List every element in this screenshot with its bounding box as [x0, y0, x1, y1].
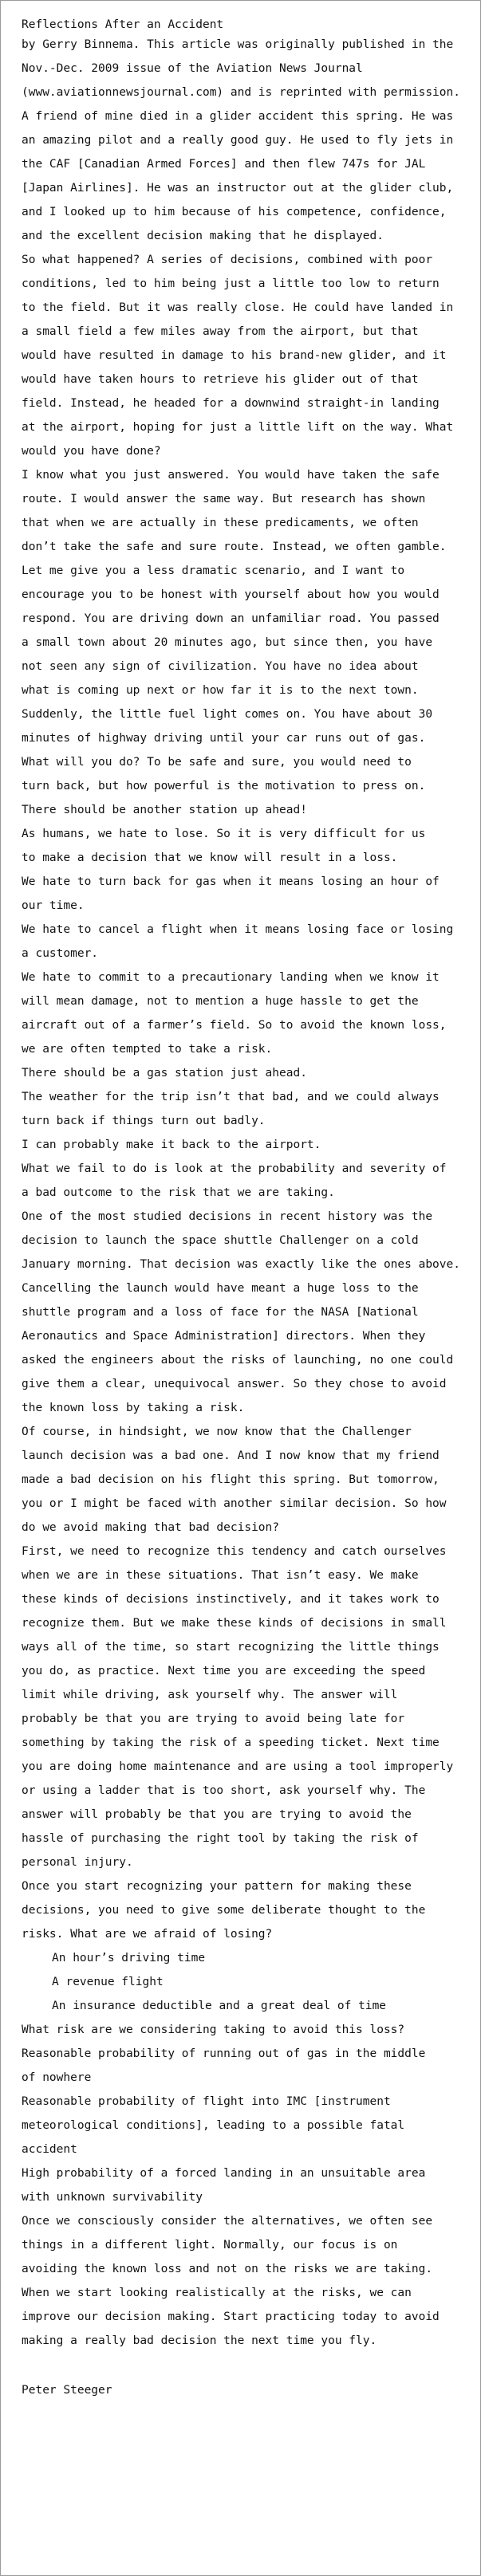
- text-line: you are doing home maintenance and are using a tool improperly: [22, 1760, 454, 1773]
- text-line: An insurance deductible and a great deal of time: [52, 2000, 387, 2012]
- text-line: minutes of highway driving until your car runs out of gas.: [22, 732, 426, 745]
- text-line: probably be that you are trying to avoid being late for: [22, 1713, 405, 1725]
- text-line: Let me give you a less dramatic scenario, and I want to: [22, 564, 405, 577]
- text-line: that when we are actually in these predicaments, we often: [22, 517, 419, 529]
- text-line: We hate to commit to a precautionary landing when we know it: [22, 971, 440, 984]
- text-line: an amazing pilot and a really good guy. He used to fly jets in: [22, 134, 454, 147]
- text-line: of nowhere: [22, 2071, 92, 2084]
- text-line: turn back if things turn out badly.: [22, 1115, 266, 1127]
- text-line: give them a clear, unequivocal answer. So they chose to avoid: [22, 1378, 447, 1390]
- text-line: A friend of mine died in a glider accident this spring. He was: [22, 110, 454, 123]
- text-line: aircraft out of a farmer’s field. So to avoid the known loss,: [22, 1019, 447, 1032]
- text-line: the CAF [Canadian Armed Forces] and then flew 747s for JAL: [22, 158, 426, 171]
- text-line: There should be a gas station just ahead.: [22, 1067, 307, 1080]
- text-line: making a really bad decision the next time you fly.: [22, 2334, 377, 2347]
- text-line: something by taking the risk of a speeding ticket. Next time: [22, 1736, 440, 1749]
- text-line: asked the engineers about the risks of launching, no one could: [22, 1354, 454, 1367]
- text-line: What we fail to do is look at the probability and severity of: [22, 1162, 447, 1175]
- text-line: What will you do? To be safe and sure, you would need to: [22, 756, 412, 769]
- text-line: We hate to turn back for gas when it means losing an hour of: [22, 875, 440, 888]
- text-line: I know what you just answered. You would have taken the safe: [22, 469, 440, 482]
- text-line: limit while driving, ask yourself why. The answer will: [22, 1689, 398, 1701]
- text-line: Once we consciously consider the alternatives, we often see: [22, 2215, 433, 2228]
- text-line: I can probably make it back to the airport.: [22, 1139, 321, 1151]
- text-line: recognize them. But we make these kinds of decisions in small: [22, 1617, 447, 1630]
- text-line: the known loss by taking a risk.: [22, 1402, 245, 1414]
- text-line: respond. You are driving down an unfamiliar road. You passed: [22, 612, 440, 625]
- text-line: and I looked up to him because of his competence, confidence,: [22, 206, 447, 218]
- document-title: Reflections After an Accident: [22, 18, 224, 31]
- text-line: Aeronautics and Space Administration] directors. When they: [22, 1330, 426, 1343]
- text-line: would have resulted in damage to his brand-new glider, and it: [22, 349, 447, 362]
- text-line: a small field a few miles away from the airport, but that: [22, 325, 419, 338]
- text-line: Reasonable probability of running out of gas in the middle: [22, 2047, 426, 2060]
- text-line: risks. What are we afraid of losing?: [22, 1928, 273, 1941]
- text-line: you or I might be faced with another similar decision. So how: [22, 1497, 447, 1510]
- text-line: made a bad decision on his flight this spring. But tomorrow,: [22, 1473, 440, 1486]
- text-line: meteorological conditions], leading to a possible fatal: [22, 2119, 405, 2132]
- text-line: The weather for the trip isn’t that bad, and we could always: [22, 1091, 440, 1103]
- text-line: don’t take the safe and sure route. Instead, we often gamble.: [22, 541, 447, 553]
- text-line: (www.aviationnewsjournal.com) and is reprinted with permission.: [22, 86, 460, 99]
- text-line: As humans, we hate to lose. So it is very difficult for us: [22, 828, 426, 840]
- text-line: shuttle program and a loss of face for the NASA [National: [22, 1306, 419, 1319]
- text-line: not seen any sign of civilization. You have no idea about: [22, 660, 419, 673]
- text-line: Nov.-Dec. 2009 issue of the Aviation News Journal: [22, 62, 363, 75]
- text-line: ways all of the time, so start recognizing the little things: [22, 1641, 440, 1654]
- text-line: do we avoid making that bad decision?: [22, 1521, 280, 1534]
- text-line: [Japan Airlines]. He was an instructor out at the glider club,: [22, 182, 454, 195]
- text-line: you do, as practice. Next time you are exceeding the speed: [22, 1665, 426, 1677]
- text-line: would you have done?: [22, 445, 161, 458]
- text-line: will mean damage, not to mention a huge hassle to get the: [22, 995, 419, 1008]
- text-line: We hate to cancel a flight when it means losing face or losing: [22, 923, 454, 936]
- text-line: by Gerry Binnema. This article was originally published in the: [22, 38, 454, 51]
- text-line: answer will probably be that you are trying to avoid the: [22, 1808, 412, 1821]
- text-line: Once you start recognizing your pattern for making these: [22, 1880, 412, 1893]
- text-line: with unknown survivability: [22, 2191, 203, 2204]
- text-line: at the airport, hoping for just a little lift on the way. What: [22, 421, 454, 434]
- text-line: What risk are we considering taking to avoid this loss?: [22, 2023, 405, 2036]
- text-line: things in a different light. Normally, our focus is on: [22, 2239, 398, 2252]
- document-body: [22, 33, 480, 2353]
- text-line: these kinds of decisions instinctively, and it takes work to: [22, 1593, 440, 1606]
- text-line: hassle of purchasing the right tool by taking the risk of: [22, 1832, 419, 1845]
- text-line: personal injury.: [22, 1856, 133, 1869]
- text-line: to the field. But it was really close. He could have landed in: [22, 301, 454, 314]
- text-line: our time.: [22, 899, 85, 912]
- text-line: we are often tempted to take a risk.: [22, 1043, 273, 1056]
- text-line: An hour’s driving time: [52, 1952, 206, 1964]
- text-line: would have taken hours to retrieve his glider out of that: [22, 373, 419, 386]
- text-line: what is coming up next or how far it is to the next town.: [22, 684, 419, 697]
- text-line: turn back, but how powerful is the motivation to press on.: [22, 780, 426, 792]
- text-line: decisions, you need to give some deliberate thought to the: [22, 1904, 426, 1917]
- text-line: January morning. That decision was exactly like the ones above.: [22, 1258, 460, 1271]
- text-line: a small town about 20 minutes ago, but since then, you have: [22, 636, 433, 649]
- text-line: when we are in these situations. That isn’t easy. We make: [22, 1569, 419, 1582]
- text-line: There should be another station up ahead!: [22, 804, 307, 816]
- author-signature: Peter Steeger: [22, 2384, 112, 2397]
- text-line: Of course, in hindsight, we now know that the Challenger: [22, 1426, 412, 1438]
- text-line: A revenue flight: [52, 1976, 164, 1988]
- text-line: route. I would answer the same way. But research has shown: [22, 493, 426, 505]
- text-line: to make a decision that we know will result in a loss.: [22, 851, 398, 864]
- text-line: improve our decision making. Start practicing today to avoid: [22, 2311, 440, 2323]
- text-line: field. Instead, he headed for a downwind straight-in landing: [22, 397, 440, 410]
- text-line: When we start looking realistically at the risks, we can: [22, 2287, 412, 2299]
- text-line: First, we need to recognize this tendency and catch ourselves: [22, 1545, 447, 1558]
- text-line: a customer.: [22, 947, 99, 960]
- text-line: Suddenly, the little fuel light comes on. You have about 30: [22, 708, 433, 721]
- text-line: launch decision was a bad one. And I now know that my friend: [22, 1449, 440, 1462]
- text-line: avoiding the known loss and not on the risks we are taking.: [22, 2263, 433, 2275]
- text-line: and the excellent decision making that he displayed.: [22, 230, 384, 242]
- text-line: a bad outcome to the risk that we are taking.: [22, 1186, 335, 1199]
- text-line: decision to launch the space shuttle Challenger on a cold: [22, 1234, 419, 1247]
- text-line: One of the most studied decisions in recent history was the: [22, 1210, 433, 1223]
- text-line: High probability of a forced landing in an unsuitable area: [22, 2167, 426, 2180]
- text-line: Cancelling the launch would have meant a huge loss to the: [22, 1282, 419, 1295]
- text-line: Reasonable probability of flight into IMC [instrument: [22, 2095, 391, 2108]
- text-line: conditions, led to him being just a little too low to return: [22, 277, 440, 290]
- text-line: So what happened? A series of decisions, combined with poor: [22, 254, 433, 266]
- text-line: or using a ladder that is too short, ask yourself why. The: [22, 1784, 426, 1797]
- text-line: encourage you to be honest with yourself about how you would: [22, 588, 440, 601]
- text-line: accident: [22, 2143, 77, 2156]
